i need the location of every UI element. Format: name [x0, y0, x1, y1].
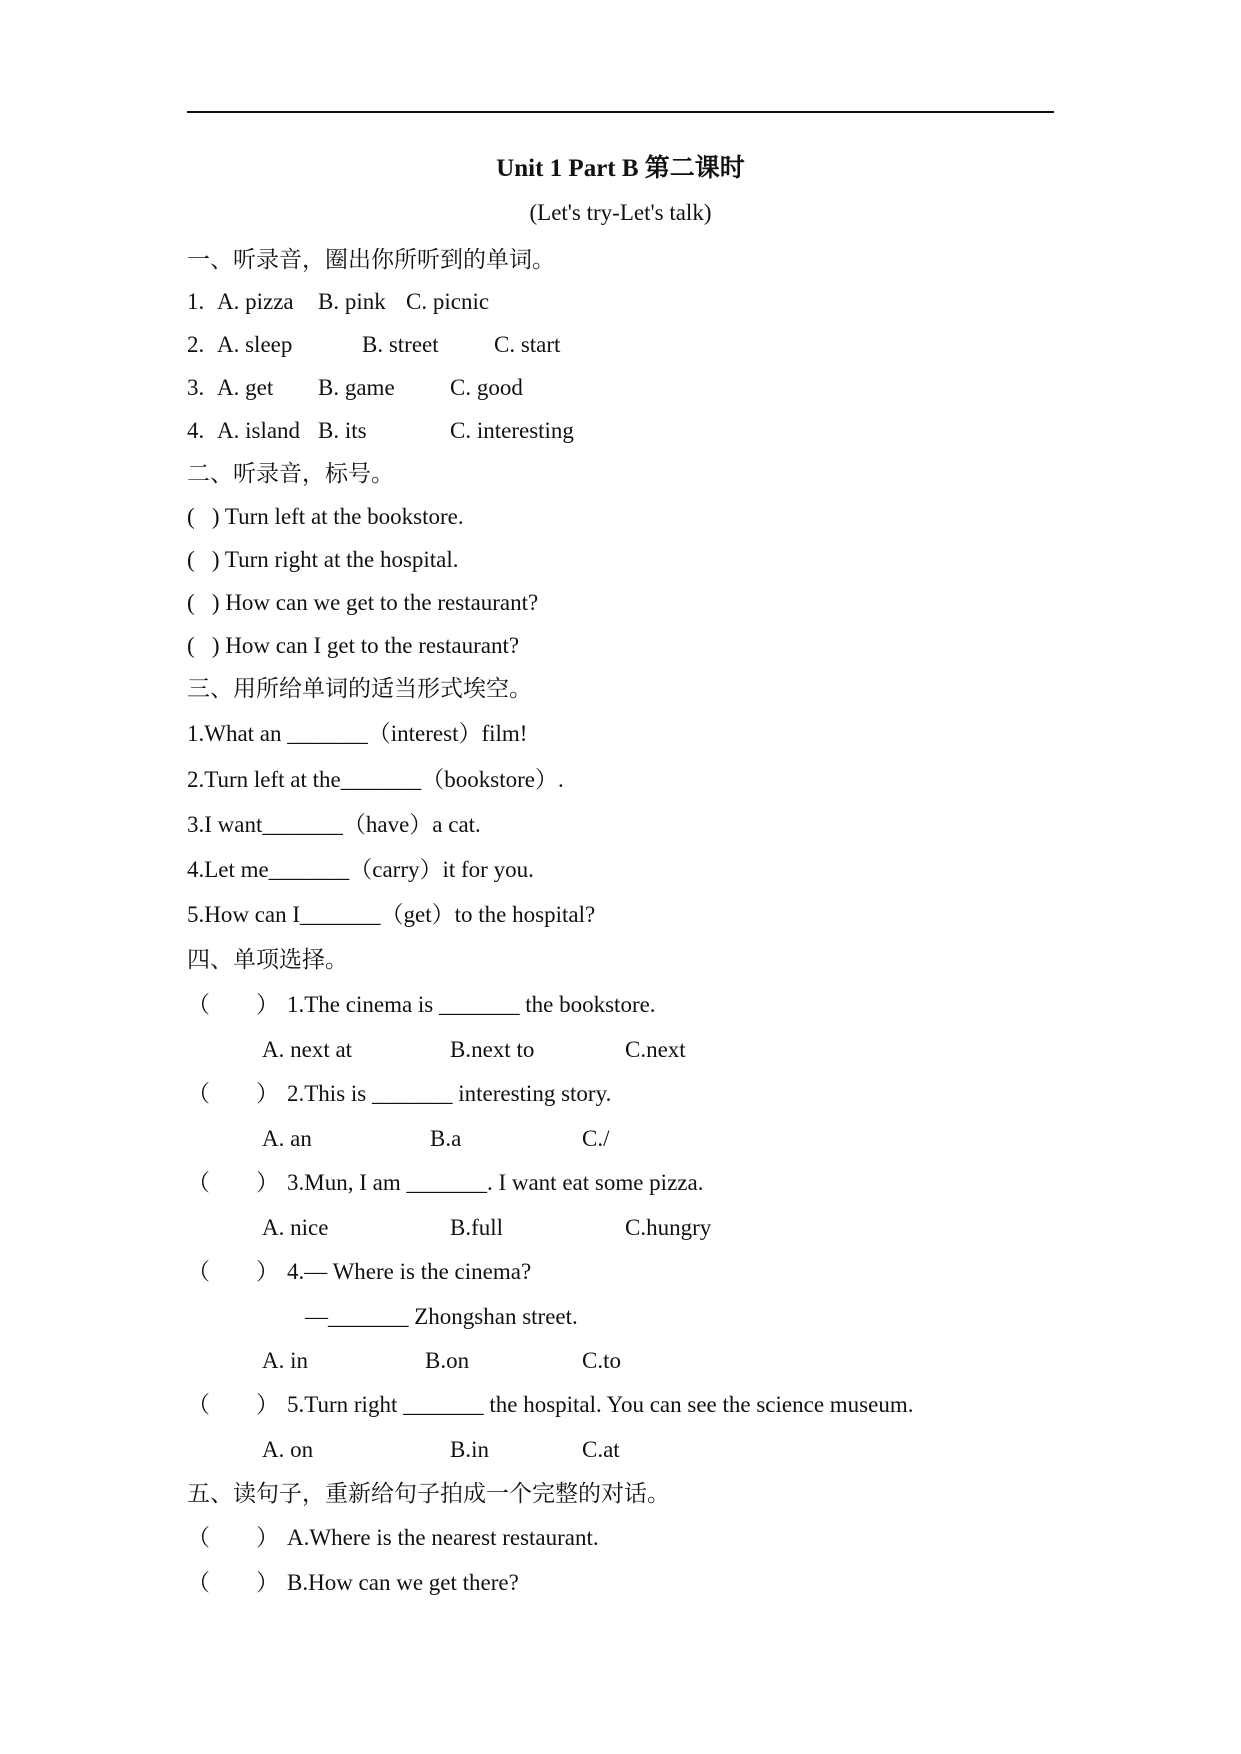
s1-item3-num: 3.	[187, 375, 205, 400]
s1-item2-num: 2.	[187, 332, 205, 357]
s4-q5-a: A. on	[262, 1437, 314, 1462]
s1-item1-num: 1.	[187, 289, 205, 314]
s4-q3-bracket: （ ）	[187, 1170, 279, 1195]
s3-item4: 4.Let me_______（carry）it for you.	[187, 857, 534, 882]
s4-q4-b: B.on	[425, 1348, 470, 1373]
s4-q4-c: C.to	[582, 1348, 621, 1373]
s4-q3-a: A. nice	[262, 1215, 329, 1240]
s1-item3-b: B. game	[318, 375, 395, 400]
s2-item3: ( ) How can we get to the restaurant?	[187, 590, 539, 615]
s5-item2-text: B.How can we get there?	[287, 1570, 519, 1595]
s1-item2-a: A. sleep	[217, 332, 293, 357]
s4-q2-b: B.a	[430, 1126, 462, 1151]
s4-q4-text: 4.— Where is the cinema?	[287, 1259, 532, 1284]
s1-item3-c: C. good	[450, 375, 523, 400]
s5-item1-text: A.Where is the nearest restaurant.	[287, 1525, 599, 1550]
s4-q5-bracket: （ ）	[187, 1392, 279, 1417]
s2-item4: ( ) How can I get to the restaurant?	[187, 633, 520, 658]
s4-q2-a: A. an	[262, 1126, 312, 1151]
s4-q5-c: C.at	[582, 1437, 620, 1462]
section1-heading: 一、听录音，圈出你所听到的单词。	[187, 247, 555, 272]
s1-item4-b: B. its	[318, 418, 367, 443]
s3-item1: 1.What an _______（interest）film!	[187, 721, 528, 746]
s4-q5-b: B.in	[450, 1437, 489, 1462]
s1-item2-b: B. street	[362, 332, 439, 357]
s3-item3: 3.I want_______（have）a cat.	[187, 812, 481, 837]
s4-q1-c: C.next	[625, 1037, 686, 1062]
section4-heading: 四、单项选择。	[187, 947, 348, 972]
section5-heading: 五、读句子，重新给句子拍成一个完整的对话。	[187, 1481, 670, 1506]
s4-q1-b: B.next to	[450, 1037, 535, 1062]
s4-q1-a: A. next at	[262, 1037, 353, 1062]
s1-item4-num: 4.	[187, 418, 205, 443]
s5-item1-bracket: （ ）	[187, 1525, 279, 1550]
s4-q2-bracket: （ ）	[187, 1081, 279, 1106]
header-rule	[187, 111, 1054, 113]
s4-q3-text: 3.Mun, I am _______. I want eat some pizza.	[287, 1170, 704, 1195]
s1-item4-a: A. island	[217, 418, 301, 443]
s2-item2: ( ) Turn right at the hospital.	[187, 547, 459, 572]
worksheet-title: Unit 1 Part B 第二课时	[496, 155, 745, 182]
s5-item2-bracket: （ ）	[187, 1570, 279, 1595]
s1-item2-c: C. start	[494, 332, 561, 357]
s4-q4-bracket: （ ）	[187, 1259, 279, 1284]
s4-q1-bracket: （ ）	[187, 992, 279, 1017]
s1-item3-a: A. get	[217, 375, 274, 400]
worksheet-subtitle: (Let's try-Let's talk)	[529, 200, 712, 225]
s3-item2: 2.Turn left at the_______（bookstore）.	[187, 767, 564, 792]
s4-q1-text: 1.The cinema is _______ the bookstore.	[287, 992, 656, 1017]
s4-q4-a: A. in	[262, 1348, 308, 1373]
s1-item4-c: C. interesting	[450, 418, 574, 443]
s2-item1: ( ) Turn left at the bookstore.	[187, 504, 464, 529]
s4-q2-text: 2.This is _______ interesting story.	[287, 1081, 612, 1106]
s3-item5: 5.How can I_______（get）to the hospital?	[187, 902, 596, 927]
section3-heading: 三、用所给单词的适当形式埃空。	[187, 676, 532, 701]
s4-q4-text2: —_______ Zhongshan street.	[305, 1304, 578, 1329]
s1-item1-b: B. pink	[318, 289, 386, 314]
s4-q3-c: C.hungry	[625, 1215, 712, 1240]
section2-heading: 二、听录音，标号。	[187, 461, 394, 486]
s1-item1-a: A. pizza	[217, 289, 294, 314]
s4-q3-b: B.full	[450, 1215, 504, 1240]
s1-item1-c: C. picnic	[406, 289, 490, 314]
s4-q5-text: 5.Turn right _______ the hospital. You can see the science museum.	[287, 1392, 914, 1417]
s4-q2-c: C./	[582, 1126, 610, 1151]
